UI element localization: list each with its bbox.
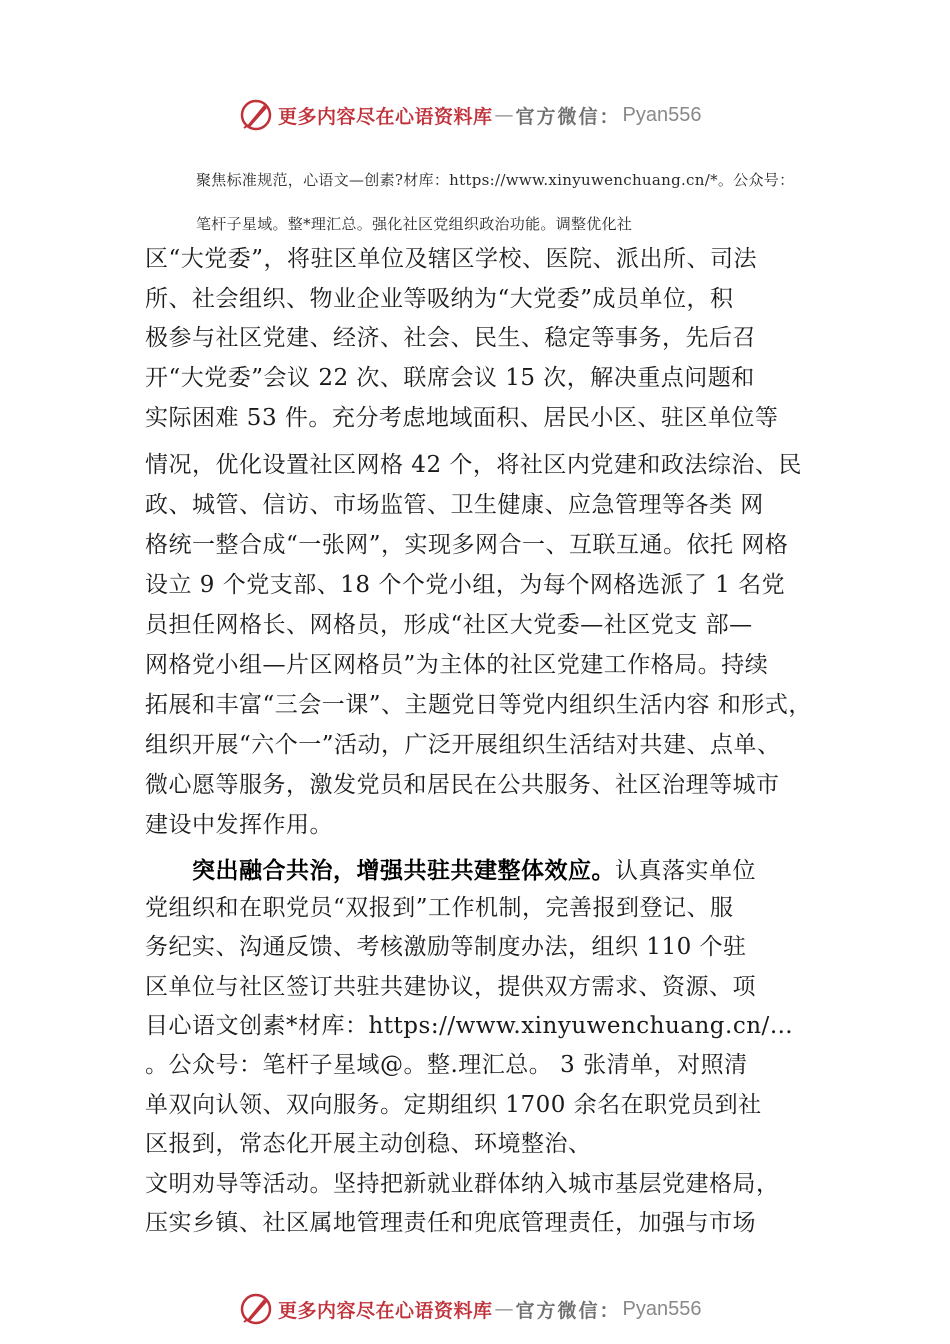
body-line: 设立 9 个党支部、18 个个党小组，为每个网格选派了 1 名党 [145, 572, 786, 598]
body-line: 格统一整合成“一张网”，实现多网合一、互联互通。依托 网格 [145, 532, 789, 558]
banner-wechat-label: 官方微信： [515, 105, 621, 128]
body-line: 区“大党委”，将驻区单位及辖区学校、医院、派出所、司法 [145, 246, 758, 272]
body-line: 党组织和在职党员“双报到”工作机制，完善报到登记、服 [145, 895, 734, 921]
body-line: 文明劝导等活动。坚持把新就业群体纳入城市基层党建格局， [145, 1171, 780, 1197]
body-line: 网格党小组—片区网格员”为主体的社区党建工作格局。持续 [145, 652, 769, 678]
banner-brand-text: 更多内容尽在心语资料库 [278, 1299, 493, 1322]
body-line: 务纪实、沟通反馈、考核激励等制度办法，组织 110 个驻 [145, 934, 747, 960]
header-banner [238, 95, 702, 135]
body-line: 所、社会组织、物业企业等吸纳为“大党委”成员单位，积 [145, 286, 734, 312]
body-line: 区单位与社区签订共驻共建协议，提供双方需求、资源、项 [145, 974, 756, 1000]
small-text-line: 聚焦标准规范，心语文—创素?材库：https://www.xinyuwenchuang.cn/*。公众号： [196, 171, 795, 189]
body-line: 组织开展“六个一”活动，广泛开展组织生活结对共建、点单、 [145, 732, 781, 758]
quill-logo-icon [238, 97, 274, 133]
paragraph-heading: 突出融合共治，增强共驻共建整体效应。 [192, 858, 615, 884]
banner-wechat-label: 官方微信： [515, 1299, 621, 1322]
banner-wechat-id: Pyan556 [622, 1297, 702, 1320]
banner-wechat-id: Pyan556 [622, 103, 702, 126]
body-line: 员担任网格长、网格员，形成“社区大党委—社区党支 部— [145, 612, 753, 638]
body-line: 区报到，常态化开展主动创稳、环境整治、 [145, 1131, 592, 1157]
body-line: 目心语文创素*材库：https://www.xinyuwenchuang.cn/… [145, 1013, 794, 1039]
body-line: 单双向认领、双向服务。定期组织 1700 余名在职党员到社 [145, 1092, 762, 1118]
body-line: 实际困难 53 件。充分考虑地域面积、居民小区、驻区单位等 [145, 405, 779, 431]
body-line: 政、城管、信访、市场监管、卫生健康、应急管理等各类 网 [145, 492, 764, 518]
body-line: 建设中发挥作用。 [145, 812, 333, 838]
body-line-rest: 认真落实单位 [615, 858, 756, 884]
body-line: 拓展和丰富“三会一课”、主题党日等党内组织生活内容 和形式， [145, 692, 812, 718]
banner-brand-text: 更多内容尽在心语资料库 [278, 105, 493, 128]
body-line: 压实乡镇、社区属地管理责任和兜底管理责任，加强与市场 [145, 1210, 756, 1236]
body-line: 。公众号：笔杆子星域@。整.理汇总。 3 张清单，对照清 [145, 1052, 748, 1078]
quill-logo-icon [238, 1291, 274, 1327]
body-line: 情况，优化设置社区网格 42 个，将社区内党建和政法综治、民 [145, 452, 802, 478]
paragraph-heading-line [192, 856, 756, 886]
body-line: 开“大党委”会议 22 次、联席会议 15 次，解决重点问题和 [145, 365, 755, 391]
small-text-line: 笔杆子星域。整*理汇总。强化社区党组织政治功能。调整优化社 [196, 215, 633, 233]
footer-banner [238, 1289, 702, 1329]
body-line: 极参与社区党建、经济、社会、民生、稳定等事务，先后召 [145, 325, 756, 351]
banner-dash: — [494, 1298, 514, 1320]
banner-dash: — [494, 104, 514, 126]
body-line: 微心愿等服务，激发党员和居民在公共服务、社区治理等城市 [145, 772, 780, 798]
